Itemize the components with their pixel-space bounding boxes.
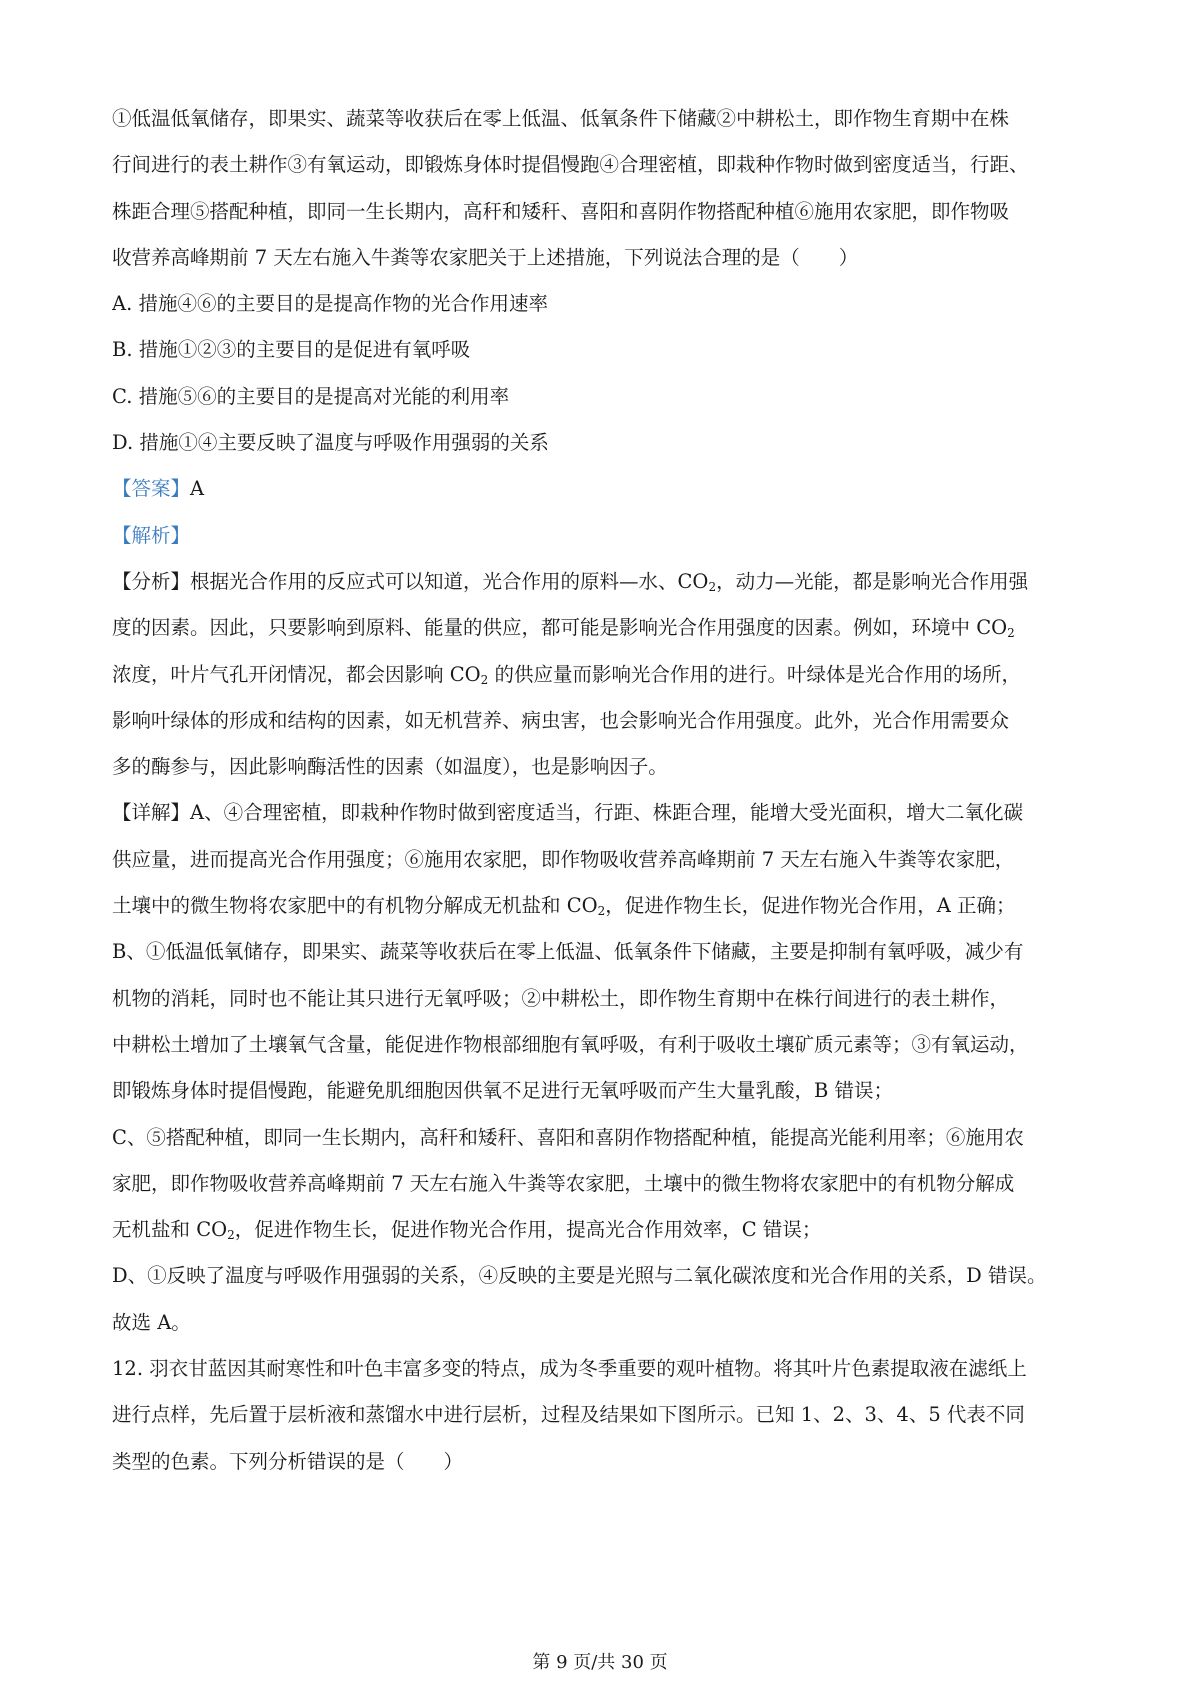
fenxi-text: ，动力—光能，都是影响光合作用强	[716, 569, 1029, 593]
subscript: 2	[227, 1228, 235, 1243]
answer-value: A	[190, 477, 205, 501]
page-content	[112, 96, 1102, 1485]
subscript: 2	[480, 672, 489, 687]
q12-line: 类型的色素。下列分析错误的是（ ）	[112, 1449, 464, 1473]
page-footer: 第 9 页/共 30 页	[532, 1652, 668, 1673]
analysis-line	[112, 513, 1102, 559]
q11-option-a: A. 措施④⑥的主要目的是提高作物的光合作用速率	[112, 292, 548, 316]
analysis-tag: 【解析】	[112, 523, 191, 547]
detail-line: 家肥，即作物吸收营养高峰期前 7 天左右施入牛粪等农家肥，土壤中的微生物将农家肥中的有机物分解成	[112, 1171, 1015, 1195]
detail-line: 即锻炼身体时提倡慢跑，能避免肌细胞因供氧不足进行无氧呼吸而产生大量乳酸，B 错误；	[112, 1079, 894, 1103]
q11-stem-line: 收营养高峰期前 7 天左右施入牛粪等农家肥关于上述措施，下列说法合理的是（ ）	[112, 245, 859, 269]
answer-tag: 【答案】	[112, 477, 191, 501]
detail-text: 土壤中的微生物将农家肥中的有机物分解成无机盐和 CO	[112, 894, 598, 918]
detail-line	[112, 883, 1102, 929]
fenxi-line	[112, 652, 1102, 698]
fenxi-line	[112, 605, 1102, 651]
detail-line: 故选 A。	[112, 1310, 191, 1334]
detail-line: 中耕松土增加了土壤氧气含量，能促进作物根部细胞有氧呼吸，有利于吸收土壤矿质元素等；③有氧运动，	[112, 1032, 1029, 1056]
detail-line: D、①反映了温度与呼吸作用强弱的关系，④反映的主要是光照与二氧化碳浓度和光合作用的关系，D 错误。	[112, 1264, 1047, 1288]
fenxi-line: 影响叶绿体的形成和结构的因素，如无机营养、病虫害，也会影响光合作用强度。此外，光合作用需要众	[112, 708, 1010, 732]
detail-line	[112, 790, 1102, 836]
fenxi-line	[112, 559, 1102, 605]
q11-option-b: B. 措施①②③的主要目的是促进有氧呼吸	[112, 338, 471, 362]
fenxi-text: 的供应量而影响光合作用的进行。叶绿体是光合作用的场所，	[488, 662, 1021, 686]
fenxi-label: 【分析】	[112, 569, 191, 593]
fenxi-text: 根据光合作用的反应式可以知道，光合作用的原料—水、CO	[190, 569, 709, 593]
q12-line: 进行点样，先后置于层析液和蒸馏水中进行层析，过程及结果如下图所示。已知 1、2、3、4、5 代表不同	[112, 1403, 1025, 1427]
detail-line: C、⑤搭配种植，即同一生长期内，高秆和矮秆、喜阳和喜阴作物搭配种植，能提高光能利用率；⑥施用农	[112, 1125, 1024, 1149]
detail-text: 无机盐和 CO	[112, 1218, 228, 1242]
q11-option-c: C. 措施⑤⑥的主要目的是提高对光能的利用率	[112, 384, 510, 408]
subscript: 2	[1007, 626, 1015, 641]
q12-line: 12. 羽衣甘蓝因其耐寒性和叶色丰富多变的特点，成为冬季重要的观叶植物。将其叶片色素提取液在滤纸上	[112, 1357, 1027, 1381]
detail-line: B、①低温低氧储存，即果实、蔬菜等收获后在零上低温、低氧条件下储藏，主要是抑制有氧呼吸，减少有	[112, 940, 1024, 964]
detail-line: 供应量，进而提高光合作用强度；⑥施用农家肥，即作物吸收营养高峰期前 7 天左右施入牛粪等农家肥，	[112, 847, 1015, 871]
q11-stem-line: 株距合理⑤搭配种植，即同一生长期内，高秆和矮秆、喜阳和喜阴作物搭配种植⑥施用农家肥，即作物吸	[112, 199, 1010, 223]
detail-text: ，促进作物生长，促进作物光合作用，提高光合作用效率，C 错误；	[234, 1218, 822, 1242]
detail-label: 【详解】	[112, 801, 191, 825]
q11-stem-line: 行间进行的表土耕作③有氧运动，即锻炼身体时提倡慢跑④合理密植，即栽种作物时做到密度适当，行距、	[112, 153, 1029, 177]
fenxi-text: 度的因素。因此，只要影响到原料、能量的供应，都可能是影响光合作用强度的因素。例如，环境中 CO	[112, 616, 1008, 640]
subscript: 2	[597, 904, 606, 919]
detail-text: A、④合理密植，即栽种作物时做到密度适当，行距、株距合理，能增大受光面积，增大二氧化碳	[190, 801, 1024, 825]
subscript: 2	[708, 579, 717, 594]
fenxi-text: 浓度，叶片气孔开闭情况，都会因影响 CO	[112, 662, 481, 686]
q11-option-d: D. 措施①④主要反映了温度与呼吸作用强弱的关系	[112, 431, 549, 455]
detail-line	[112, 1207, 1102, 1253]
detail-text: ，促进作物生长，促进作物光合作用，A 正确；	[605, 894, 1016, 918]
q11-stem-line: ①低温低氧储存，即果实、蔬菜等收获后在零上低温、低氧条件下储藏②中耕松土，即作物生育期中在株	[112, 107, 1010, 130]
detail-line: 机物的消耗，同时也不能让其只进行无氧呼吸；②中耕松土，即作物生育期中在株行间进行的表土耕作，	[112, 986, 1010, 1010]
answer-line	[112, 466, 1102, 512]
fenxi-line: 多的酶参与，因此影响酶活性的因素（如温度），也是影响因子。	[112, 755, 668, 779]
